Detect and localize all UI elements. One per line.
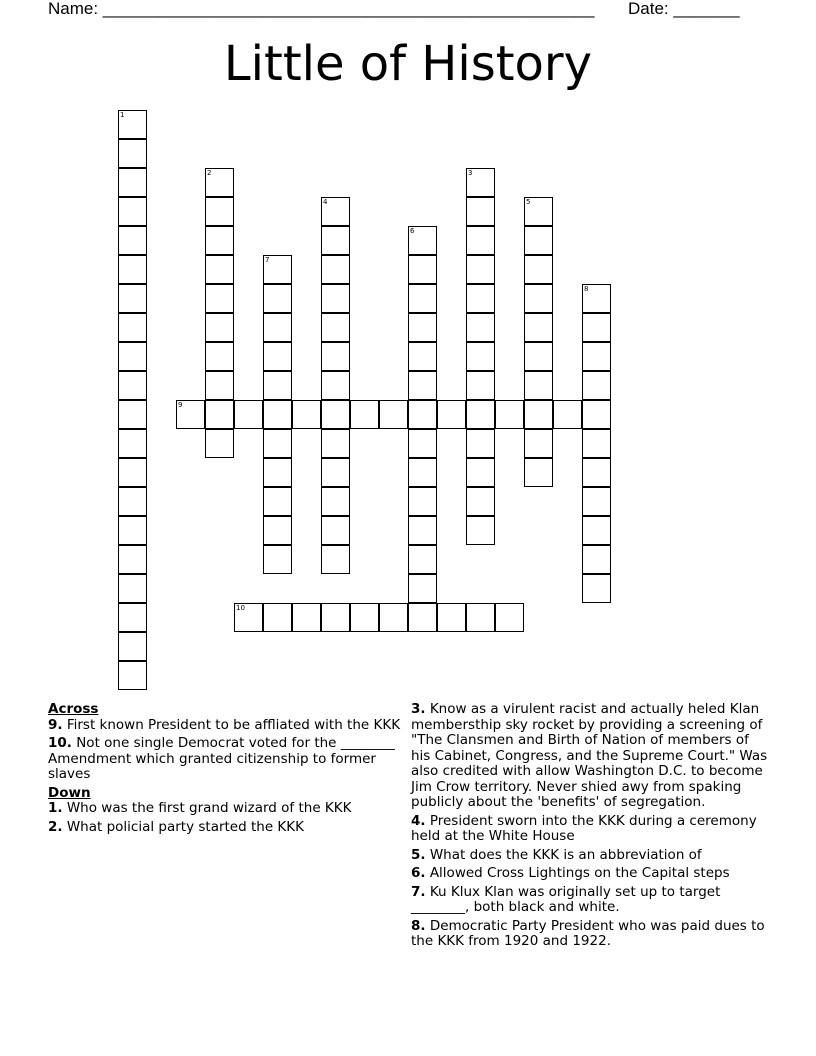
clue-item <box>411 866 771 882</box>
across-clue-list <box>48 718 406 783</box>
clue-number: 5. <box>411 846 426 863</box>
crossword-cell[interactable] <box>582 574 611 603</box>
clue-number: 7. <box>411 883 426 900</box>
crossword-cell[interactable] <box>582 516 611 545</box>
crossword-cell[interactable] <box>118 574 147 603</box>
crossword-cell[interactable] <box>466 603 495 632</box>
crossword-cell[interactable] <box>466 400 495 429</box>
down-clue-list-left <box>48 801 406 835</box>
clue-number: 9. <box>48 716 63 733</box>
clue-number: 1. <box>48 800 63 816</box>
crossword-cell[interactable] <box>553 400 582 429</box>
clue-number-label: 10 <box>236 604 245 612</box>
crossword-cell[interactable] <box>408 371 437 400</box>
crossword-cell[interactable] <box>118 400 147 429</box>
page-title: Little of History <box>223 36 593 92</box>
clue-item <box>411 885 771 916</box>
crossword-cell[interactable] <box>205 371 234 400</box>
crossword-cell[interactable] <box>118 110 147 139</box>
crossword-cell[interactable] <box>466 458 495 487</box>
crossword-cell[interactable] <box>118 342 147 371</box>
down-clue-list-right <box>411 702 771 950</box>
clue-text: What policial party started the KKK <box>62 818 304 835</box>
clues-right-column <box>411 702 771 953</box>
crossword-cell[interactable] <box>205 168 234 197</box>
clue-item <box>48 820 406 836</box>
clue-text: Not one single Democrat voted for the ________ Amendment which granted citizenship to former slaves <box>48 735 395 782</box>
crossword-cell[interactable] <box>379 603 408 632</box>
crossword-cell[interactable] <box>263 255 292 284</box>
crossword-cell[interactable] <box>408 255 437 284</box>
crossword-cell[interactable] <box>408 458 437 487</box>
crossword-cell[interactable] <box>582 400 611 429</box>
crossword-cell[interactable] <box>321 458 350 487</box>
crossword-cell[interactable] <box>118 603 147 632</box>
crossword-cell[interactable] <box>408 429 437 458</box>
clue-text: President sworn into the KKK during a ceremony held at the White House <box>411 812 757 844</box>
crossword-cell[interactable] <box>466 342 495 371</box>
clue-number-label: 4 <box>323 198 328 206</box>
date-label: Date: <box>628 0 674 18</box>
down-heading: Down <box>48 784 91 801</box>
clue-text: Know as a virulent racist and actually heled Klan membersthip sky rocket by providing a screening of "The Clansmen and Birth of Nation of members of his Cabinet, Congress, and the Supreme Court." Was also credited with allow Washington D.C. to become Jim Crow territory. Never shied awy from spaking publicly about the 'benefits' of segregation. <box>411 701 768 810</box>
crossword-cell[interactable] <box>321 545 350 574</box>
crossword-cell[interactable] <box>292 400 321 429</box>
clue-number-label: 7 <box>265 256 270 264</box>
crossword-cell[interactable] <box>118 545 147 574</box>
clue-text: Allowed Cross Lightings on the Capital steps <box>425 865 730 881</box>
crossword-cell[interactable] <box>118 255 147 284</box>
crossword-cell[interactable] <box>321 429 350 458</box>
clue-item <box>411 919 771 950</box>
crossword-cell[interactable] <box>582 487 611 516</box>
crossword-cell[interactable] <box>408 603 437 632</box>
crossword-cell[interactable] <box>408 226 437 255</box>
crossword-cell[interactable] <box>466 197 495 226</box>
crossword-cell[interactable] <box>234 400 263 429</box>
name-blank[interactable]: ____________________________________________________ <box>102 0 595 18</box>
crossword-cell[interactable] <box>466 371 495 400</box>
crossword-cell[interactable] <box>466 516 495 545</box>
crossword-cell[interactable] <box>524 313 553 342</box>
clue-item <box>411 848 771 864</box>
crossword-cell[interactable] <box>524 342 553 371</box>
crossword-cell[interactable] <box>379 400 408 429</box>
crossword-cell[interactable] <box>582 371 611 400</box>
clue-number: 4. <box>411 812 426 829</box>
clue-item <box>411 814 771 845</box>
crossword-cell[interactable] <box>205 429 234 458</box>
crossword-cell[interactable] <box>582 313 611 342</box>
clue-item <box>48 736 406 783</box>
crossword-cell[interactable] <box>321 516 350 545</box>
crossword-cell[interactable] <box>524 226 553 255</box>
crossword-cell[interactable] <box>321 603 350 632</box>
crossword-cell[interactable] <box>118 371 147 400</box>
crossword-cell[interactable] <box>263 516 292 545</box>
crossword-cell[interactable] <box>205 342 234 371</box>
crossword-cell[interactable] <box>408 516 437 545</box>
clue-number: 6. <box>411 865 426 881</box>
crossword-cell[interactable] <box>263 603 292 632</box>
date-blank[interactable]: _______ <box>673 0 740 18</box>
clue-number: 8. <box>411 917 426 934</box>
crossword-cell[interactable] <box>524 458 553 487</box>
crossword-cell[interactable] <box>263 371 292 400</box>
crossword-cell[interactable] <box>524 197 553 226</box>
crossword-cell[interactable] <box>350 400 379 429</box>
crossword-cell[interactable] <box>118 139 147 168</box>
clue-number: 3. <box>411 701 426 717</box>
crossword-cell[interactable] <box>408 574 437 603</box>
clue-number-label: 6 <box>410 227 415 235</box>
clue-number: 2. <box>48 818 63 835</box>
crossword-cell[interactable] <box>408 342 437 371</box>
crossword-cell[interactable] <box>263 545 292 574</box>
crossword-cell[interactable] <box>118 197 147 226</box>
crossword-cell[interactable] <box>582 284 611 313</box>
clues-left-column <box>48 702 406 838</box>
crossword-cell[interactable] <box>582 545 611 574</box>
crossword-cell[interactable] <box>263 429 292 458</box>
crossword-cell[interactable] <box>437 603 466 632</box>
crossword-cell[interactable] <box>495 400 524 429</box>
crossword-cell[interactable] <box>205 400 234 429</box>
crossword-cell[interactable] <box>466 429 495 458</box>
crossword-cell[interactable] <box>205 226 234 255</box>
crossword-cell[interactable] <box>408 400 437 429</box>
clue-number-label: 2 <box>207 169 212 177</box>
crossword-cell[interactable] <box>263 342 292 371</box>
crossword-cell[interactable] <box>263 284 292 313</box>
crossword-cell[interactable] <box>234 603 263 632</box>
crossword-cell[interactable] <box>582 342 611 371</box>
clue-item <box>48 718 406 734</box>
crossword-cell[interactable] <box>466 226 495 255</box>
crossword-cell[interactable] <box>118 516 147 545</box>
crossword-cell[interactable] <box>582 429 611 458</box>
crossword-cell[interactable] <box>205 284 234 313</box>
clue-number-label: 8 <box>584 285 589 293</box>
crossword-cell[interactable] <box>118 458 147 487</box>
clue-text: Ku Klux Klan was originally set up to target ________, both black and white. <box>411 883 721 915</box>
crossword-cell[interactable] <box>437 400 466 429</box>
name-label: Name: <box>48 0 103 18</box>
crossword-cell[interactable] <box>263 458 292 487</box>
clue-number-label: 9 <box>178 401 183 409</box>
crossword-cell[interactable] <box>466 284 495 313</box>
crossword-cell[interactable] <box>118 284 147 313</box>
crossword-cell[interactable] <box>350 603 379 632</box>
crossword-cell[interactable] <box>408 313 437 342</box>
crossword-cell[interactable] <box>495 603 524 632</box>
crossword-cell[interactable] <box>321 284 350 313</box>
crossword-cell[interactable] <box>524 255 553 284</box>
crossword-cell[interactable] <box>321 313 350 342</box>
crossword-cell[interactable] <box>118 168 147 197</box>
crossword-cell[interactable] <box>205 255 234 284</box>
crossword-cell[interactable] <box>176 400 205 429</box>
crossword-cell[interactable] <box>321 342 350 371</box>
crossword-cell[interactable] <box>118 429 147 458</box>
clue-number-label: 1 <box>120 111 125 119</box>
crossword-cell[interactable] <box>205 197 234 226</box>
across-heading: Across <box>48 701 99 717</box>
crossword-cell[interactable] <box>524 400 553 429</box>
crossword-cell[interactable] <box>205 313 234 342</box>
clue-item <box>48 801 406 817</box>
crossword-cell[interactable] <box>466 313 495 342</box>
clue-text: Who was the first grand wizard of the KKK <box>62 800 352 816</box>
crossword-cell[interactable] <box>292 603 321 632</box>
crossword-cell[interactable] <box>524 371 553 400</box>
crossword-cell[interactable] <box>466 255 495 284</box>
crossword-cell[interactable] <box>321 400 350 429</box>
crossword-cell[interactable] <box>118 487 147 516</box>
crossword-cell[interactable] <box>582 458 611 487</box>
clue-number-label: 3 <box>468 169 473 177</box>
crossword-cell[interactable] <box>466 168 495 197</box>
crossword-cell[interactable] <box>118 632 147 661</box>
crossword-cell[interactable] <box>408 284 437 313</box>
crossword-cell[interactable] <box>263 313 292 342</box>
clue-number-label: 5 <box>526 198 531 206</box>
crossword-cell[interactable] <box>118 313 147 342</box>
crossword-cell[interactable] <box>263 400 292 429</box>
crossword-cell[interactable] <box>118 226 147 255</box>
crossword-cell[interactable] <box>321 487 350 516</box>
crossword-cell[interactable] <box>321 371 350 400</box>
crossword-cell[interactable] <box>263 487 292 516</box>
crossword-cell[interactable] <box>524 429 553 458</box>
clue-number: 10. <box>48 735 72 751</box>
crossword-cell[interactable] <box>408 487 437 516</box>
crossword-cell[interactable] <box>524 284 553 313</box>
crossword-cell[interactable] <box>408 545 437 574</box>
clue-text: Democratic Party President who was paid dues to the KKK from 1920 and 1922. <box>411 917 765 949</box>
clue-text: First known President to be affliated with the KKK <box>62 716 401 733</box>
crossword-cell[interactable] <box>321 197 350 226</box>
clue-item <box>411 702 771 811</box>
crossword-cell[interactable] <box>321 255 350 284</box>
clue-text: What does the KKK is an abbreviation of <box>425 846 702 863</box>
crossword-cell[interactable] <box>321 226 350 255</box>
crossword-cell[interactable] <box>118 661 147 690</box>
crossword-cell[interactable] <box>466 487 495 516</box>
